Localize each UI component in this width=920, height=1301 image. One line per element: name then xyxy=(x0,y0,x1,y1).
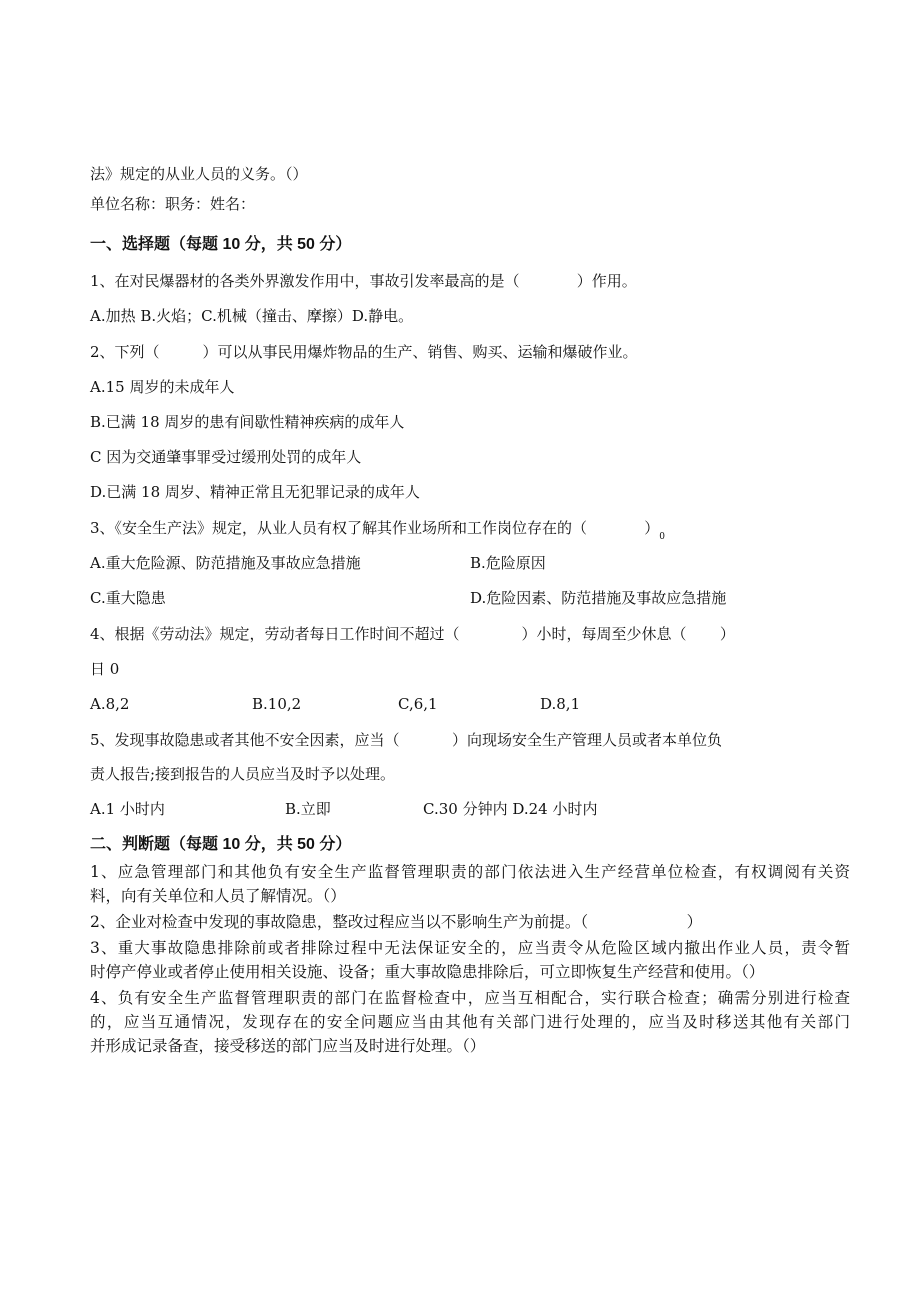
question-2-option-d: D.已满 18 周岁、精神正常且无犯罪记录的成年人 xyxy=(90,483,420,501)
question-4: 4、根据《劳动法》规定，劳动者每日工作时间不超过（ ）小时，每周至少休息（ ） xyxy=(90,625,735,643)
question-1: 1、在对民爆器材的各类外界激发作用中，事故引发率最高的是（ ）作用。 xyxy=(90,272,637,290)
question-3-text: 3、《安全生产法》规定，从业人员有权了解其作业场所和工作岗位存在的（ ） xyxy=(90,519,660,537)
question-5-option-c-d: C.30 分钟内 D.24 小时内 xyxy=(423,800,598,818)
judgement-3-line-2: 时停产停业或者停止使用相关设施、设备；重大事故隐患排除后，可立即恢复生产经营和使用。（） xyxy=(90,963,765,981)
judgement-4-line-1: 4、负有安全生产监督管理职责的部门在监督检查中，应当互相配合，实行联合检查；确需分别进行检查 xyxy=(90,989,850,1007)
question-3-option-d: D.危险因素、防范措施及事故应急措施 xyxy=(470,589,727,607)
question-5-line-2: 责人报告;接到报告的人员应当及时予以处理。 xyxy=(90,765,396,783)
question-3 xyxy=(90,518,665,547)
question-2: 2、下列（ ）可以从事民用爆炸物品的生产、销售、购买、运输和爆破作业。 xyxy=(90,343,638,361)
judgement-1-line-2: 料，向有关单位和人员了解情况。（） xyxy=(90,887,346,905)
question-5-option-b: B.立即 xyxy=(285,800,331,818)
info-fields-line: 单位名称：职务：姓名： xyxy=(90,195,256,213)
question-4-option-a: A.8,2 xyxy=(90,695,130,713)
question-4-option-c: C,6,1 xyxy=(398,695,438,713)
judgement-1-line-1: 1、应急管理部门和其他负有安全生产监督管理职责的部门依法进入生产经营单位检查，有权调阅有关资 xyxy=(90,863,850,881)
judgement-3-line-1: 3、重大事故隐患排除前或者排除过程中无法保证安全的，应当责令从危险区域内撤出作业人员，责令暂 xyxy=(90,939,850,957)
question-4-option-d: D.8,1 xyxy=(540,695,581,713)
question-4-option-b: B.10,2 xyxy=(252,695,302,713)
question-3-suffix: 0 xyxy=(659,532,665,542)
question-5-option-a: A.1 小时内 xyxy=(90,800,165,818)
judgement-4-line-2: 的，应当互通情况，发现存在的安全问题应当由其他有关部门进行处理的，应当及时移送其他有关部门 xyxy=(90,1013,850,1031)
question-5: 5、发现事故隐患或者其他不安全因素，应当（ ）向现场安全生产管理人员或者本单位负 xyxy=(90,731,722,749)
section-1-heading: 一、选择题（每题 10 分，共 50 分） xyxy=(90,236,352,253)
judgement-4-line-3: 并形成记录备查，接受移送的部门应当及时进行处理。（） xyxy=(90,1037,486,1055)
question-2-option-c: C 因为交通肇事罪受过缓刑处罚的成年人 xyxy=(90,448,362,466)
question-3-option-a: A.重大危险源、防范措施及事故应急措施 xyxy=(90,554,361,572)
question-1-options: A.加热 B.火焰；C.机械（撞击、摩擦）D.静电。 xyxy=(90,307,414,325)
question-3-option-c: C.重大隐患 xyxy=(90,589,166,607)
question-2-option-b: B.已满 18 周岁的患有间歇性精神疾病的成年人 xyxy=(90,413,405,431)
intro-line-1: 法》规定的从业人员的义务。（） xyxy=(90,165,308,183)
question-2-option-a: A.15 周岁的未成年人 xyxy=(90,378,235,396)
question-4-line-2: 日 0 xyxy=(90,660,120,678)
section-2-heading: 二、判断题（每题 10 分，共 50 分） xyxy=(90,836,352,853)
question-3-option-b: B.危险原因 xyxy=(470,554,546,572)
judgement-2: 2、企业对检查中发现的事故隐患，整改过程应当以不影响生产为前提。（ ） xyxy=(90,913,703,931)
